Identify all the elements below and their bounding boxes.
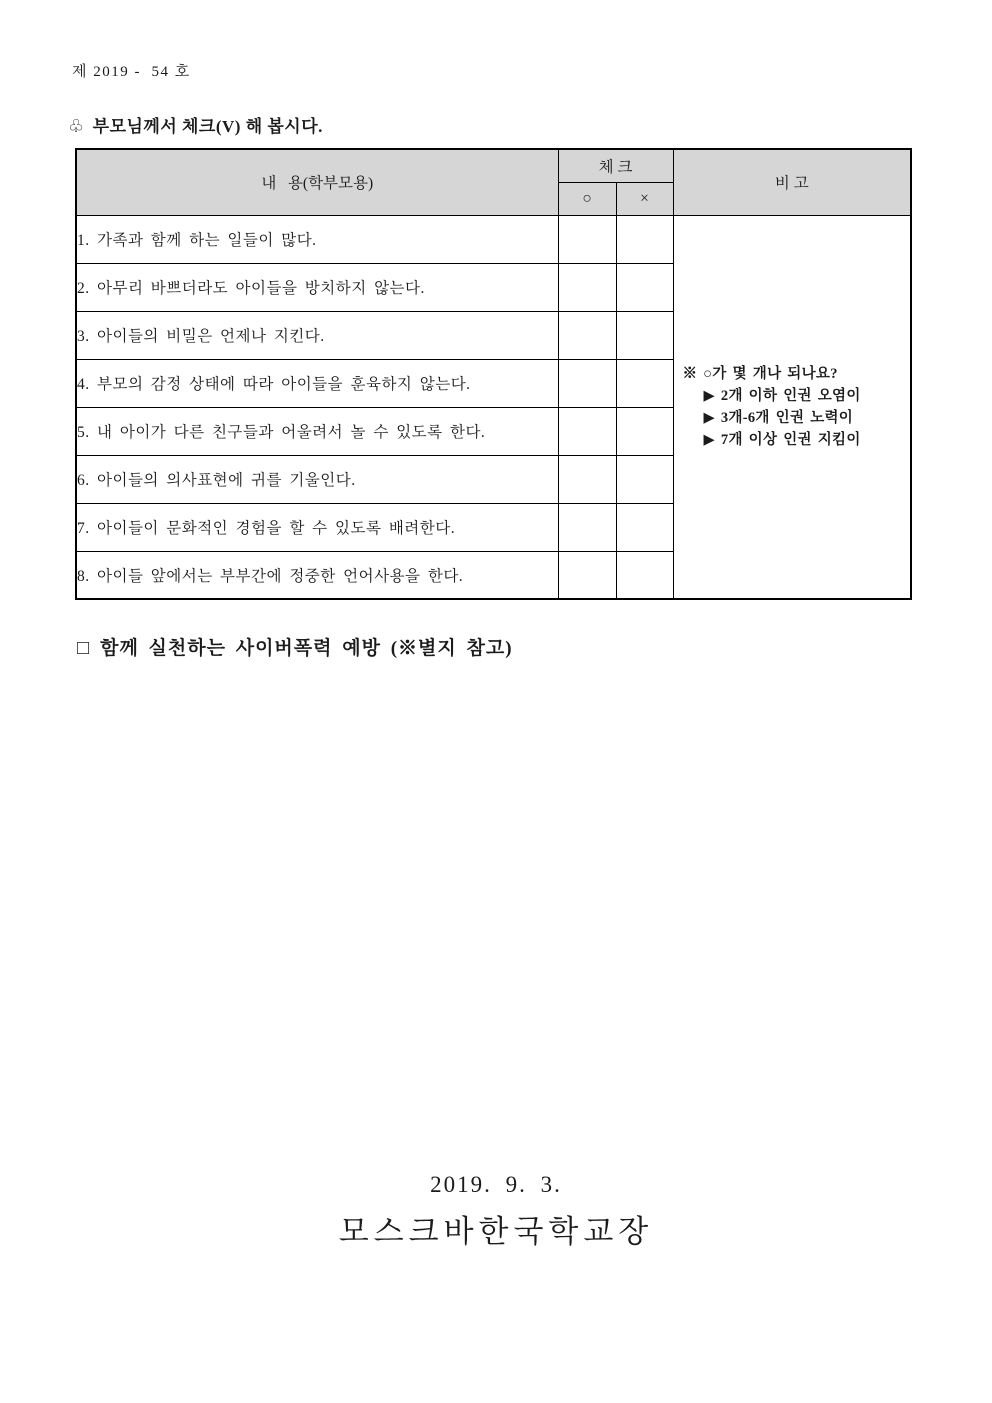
item-text-5: 5. 내 아이가 다른 친구들과 어울려서 놀 수 있도록 한다. xyxy=(76,407,558,455)
column-header-check-no: × xyxy=(616,182,673,215)
check-yes-cell-6 xyxy=(558,455,616,503)
check-no-cell-7 xyxy=(616,503,673,551)
signature-line: 모스크바한국학교장 xyxy=(338,1214,654,1249)
check-yes-cell-8 xyxy=(558,551,616,599)
table-row xyxy=(76,215,911,263)
item-text-3: 3. 아이들의 비밀은 언제나 지킨다. xyxy=(76,311,558,359)
checklist-title-text: 부모님께서 체크(V) 해 봅시다. xyxy=(92,117,323,136)
club-suit-icon: ♧ xyxy=(68,116,85,136)
cyber-prevention-title: 함께 실천하는 사이버폭력 예방 (※별지 참고) xyxy=(100,638,513,659)
check-yes-cell-2 xyxy=(558,263,616,311)
check-yes-cell-7 xyxy=(558,503,616,551)
checklist-section-title xyxy=(68,112,323,137)
check-yes-cell-1 xyxy=(558,215,616,263)
item-text-7: 7. 아이들이 문화적인 경험을 할 수 있도록 배려한다. xyxy=(76,503,558,551)
remarks-note-item: ▶ 2개 이하 인권 오염이 xyxy=(703,387,861,404)
column-header-check: 체 크 xyxy=(558,149,673,182)
item-text-2: 2. 아무리 바쁘더라도 아이들을 방치하지 않는다. xyxy=(76,263,558,311)
item-text-4: 4. 부모의 감정 상태에 따라 아이들을 훈육하지 않는다. xyxy=(76,359,558,407)
cyber-prevention-line xyxy=(77,633,513,660)
remarks-note-item: ▶ 3개-6개 인권 노력이 xyxy=(703,409,854,426)
item-text-1: 1. 가족과 함께 하는 일들이 많다. xyxy=(76,215,558,263)
column-header-content: 내 용(학부모용) xyxy=(76,149,558,215)
check-no-cell-6 xyxy=(616,455,673,503)
remarks-note-title: ※ ○가 몇 개나 되나요? xyxy=(682,365,838,382)
remarks-note-item: ▶ 7개 이상 인권 지킴이 xyxy=(703,431,861,448)
check-no-cell-1 xyxy=(616,215,673,263)
check-yes-cell-5 xyxy=(558,407,616,455)
remarks-note xyxy=(674,363,911,451)
column-header-remarks: 비 고 xyxy=(673,149,911,215)
item-text-6: 6. 아이들의 의사표현에 귀를 기울인다. xyxy=(76,455,558,503)
check-yes-cell-4 xyxy=(558,359,616,407)
check-yes-cell-3 xyxy=(558,311,616,359)
column-header-check-yes: ○ xyxy=(558,182,616,215)
check-no-cell-2 xyxy=(616,263,673,311)
remarks-merged-cell xyxy=(673,215,911,599)
checkbox-icon: □ xyxy=(77,637,91,659)
document-date: 2019. 9. 3. xyxy=(430,1172,562,1197)
check-no-cell-3 xyxy=(616,311,673,359)
document-number: 제 2019 - 54 호 xyxy=(72,64,191,80)
parent-checklist-table xyxy=(75,148,912,600)
item-text-8: 8. 아이들 앞에서는 부부간에 정중한 언어사용을 한다. xyxy=(76,551,558,599)
check-no-cell-8 xyxy=(616,551,673,599)
check-no-cell-5 xyxy=(616,407,673,455)
check-no-cell-4 xyxy=(616,359,673,407)
